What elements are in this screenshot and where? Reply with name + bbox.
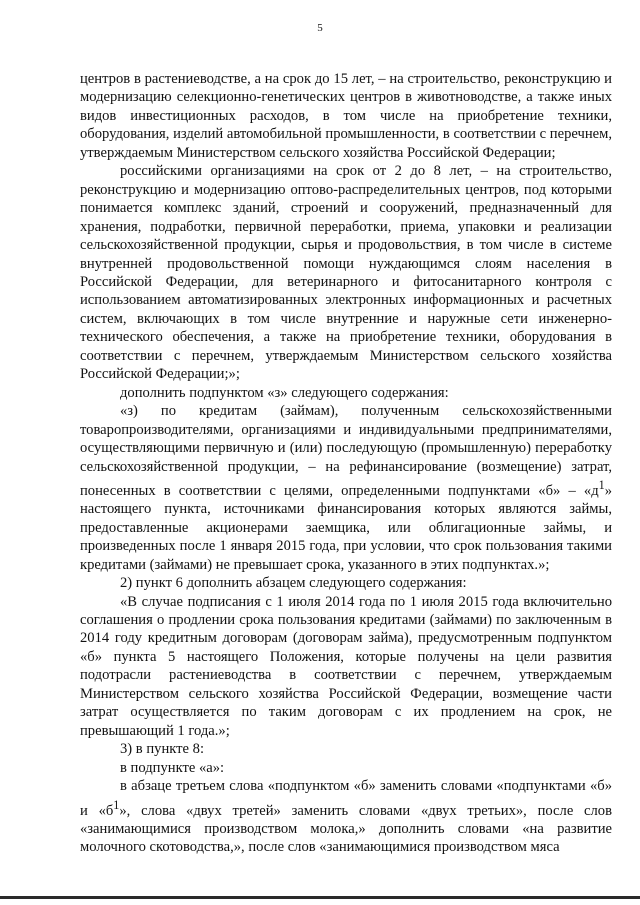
- paragraph-4-text-after: » настоящего пункта, источниками финансирования которых являются займы, предоставленные акционерами заемщика, или облигационные займы, и произведенных после 1 января 2015 года, при условии, что срок пользования такими кредитами (займами) не превышает срока, указанного в этих подпунктах.»;: [80, 482, 612, 573]
- paragraph-2: российскими организациями на срок от 2 до 8 лет, – на строительство, реконструкцию и модернизацию оптово-распределительных центров, под которыми понимается комплекс зданий, строений и сооружений, предназначенный для хранения, подработки, первичной переработки, приема, упаковки и реализации сельскохозяйственной продукции, сырья и продовольствия, в том числе в системе внутренней продовольственной помощи нуждающимся слоям населения в Российской Федерации, для ветеринарного и фитосанитарного контроля с использованием автоматизированных электронных информационных и расчетных систем, включающих в том числе внутренние и наружные сети инженерно-технического обеспечения, а также на приобретение техники, оборудования в соответствии с перечнем, утверждаемым Министерством сельского хозяйства Российской Федерации;»;: [80, 163, 612, 383]
- scan-bottom-edge: [0, 896, 640, 899]
- paragraph-3: дополнить подпунктом «з» следующего содержания:: [120, 384, 449, 401]
- paragraph-9: [80, 777, 612, 857]
- document-body: [80, 70, 612, 857]
- paragraph-5: 2) пункт 6 дополнить абзацем следующего содержания:: [120, 575, 467, 592]
- paragraph-6: «В случае подписания с 1 июля 2014 года по 1 июля 2015 года включительно соглашения о продлении срока пользования кредитами (займами) по заключенным в 2014 году кредитным договорам (договорам займа), предусмотренным подпунктом «б» пункта 5 настоящего Положения, которые получены на цели развития подотрасли растениеводства в соответствии с перечнем, утверждаемым Министерством сельского хозяйства Российской Федерации, возмещение части затрат осуществляется по таким договорам с их продлением на срок, не превышающий 1 года.»;: [80, 593, 612, 739]
- page-number: 5: [317, 22, 323, 34]
- paragraph-9-text-after: », слова «двух третей» заменить словами «двух третьих», после слов «занимающимися производством молока,» дополнить словами «на развитие молочного скотоводства,», после слов «занимающимися производством мяса: [80, 802, 612, 856]
- paragraph-1: центров в растениеводстве, а на срок до 15 лет, – на строительство, реконструкцию и модернизацию селекционно-генетических центров в животноводстве, а также иных видов инвестиционных расходов, в том числе на приобретение техники, оборудования, изделий автомобильной промышленности, в соответствии с перечнем, утверждаемым Министерством сельского хозяйства Российской Федерации;: [80, 71, 612, 161]
- paragraph-8: в подпункте «а»:: [120, 759, 225, 776]
- paragraph-4: [80, 402, 612, 574]
- paragraph-7: 3) в пункте 8:: [120, 741, 205, 758]
- superscript-index: 1: [113, 797, 120, 812]
- superscript-index: 1: [598, 477, 605, 492]
- paragraph-4-text-before: «з) по кредитам (займам), полученным сельскохозяйственными товаропроизводителями, организациями и индивидуальными предпринимателями, осуществляющими первичную и (или) последующую (промышленную) переработку сельскохозяйственной продукции, – на рефинансирование (возмещение) затрат, понесенных в соответствии с целями, определенными подпунктами «б» – «д: [80, 403, 612, 499]
- paragraph-9-text-before: в абзаце третьем слова «подпунктом «б» заменить словами «подпунктами «б» и «б: [80, 778, 612, 819]
